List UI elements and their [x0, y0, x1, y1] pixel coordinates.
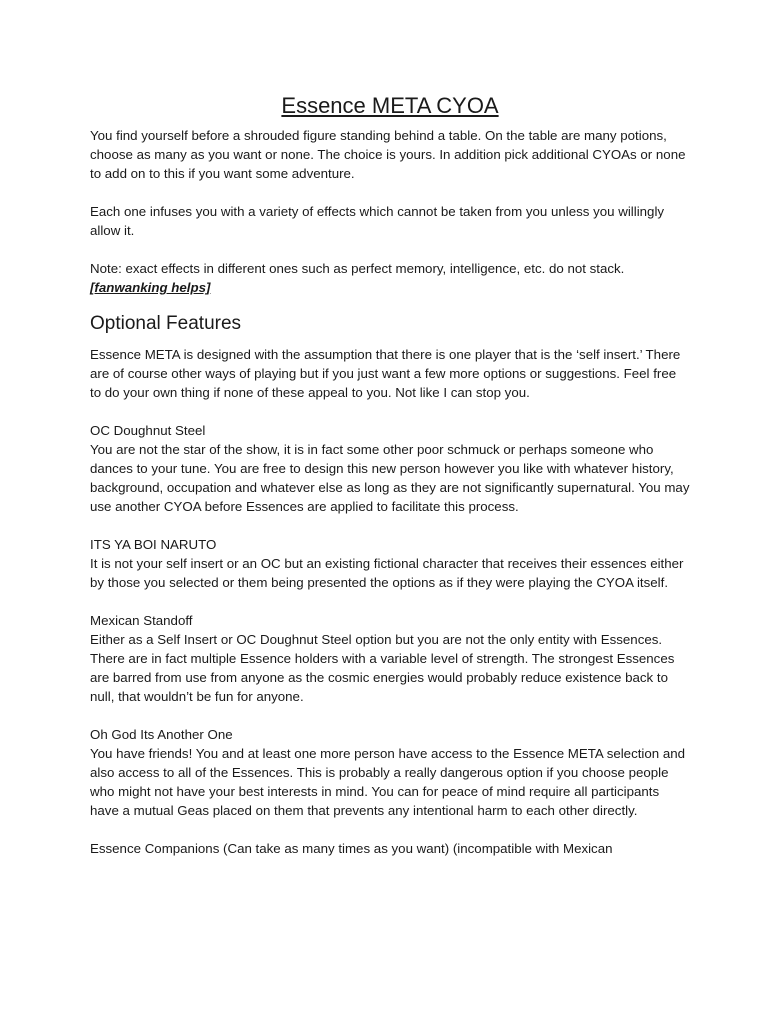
section-intro: Essence META is designed with the assumption that there is one player that is the ‘self insert.’ There are of course other ways of playing but if you just want a few more options or suggestions. Feel free to do your own thing if none of these appeal to you. Not like I can stop you. [90, 347, 681, 400]
option-title: ITS YA BOI NARUTO [90, 537, 217, 552]
trailing-line: Essence Companions (Can take as many times as you want) (incompatible with Mexican [90, 841, 613, 856]
intro-paragraph: Each one infuses you with a variety of effects which cannot be taken from you unless you willingly allow it. [90, 204, 665, 238]
option-body: Either as a Self Insert or OC Doughnut Steel option but you are not the only entity with Essences. There are in fact multiple Essence holders with a variable level of strength. The strongest Essences are barred from use from anyone as the cosmic energies would probably reduce existence back to null, that wouldn’t be fun for anyone. [90, 632, 675, 704]
option-block [90, 421, 690, 516]
option-title: Mexican Standoff [90, 613, 193, 628]
spacer [90, 240, 690, 259]
option-title: OC Doughnut Steel [90, 423, 206, 438]
option-block [90, 725, 690, 820]
section-heading: Optional Features [90, 313, 242, 334]
option-block [90, 535, 690, 592]
spacer [90, 183, 690, 202]
option-body: You have friends! You and at least one more person have access to the Essence META selection and also access to all of the Essences. This is probably a really dangerous option if you choose people who might not have your best interests in mind. You can for peace of mind require all participants have a mutual Geas placed on them that prevents any intentional harm to each other directly. [90, 746, 686, 818]
option-title: Oh God Its Another One [90, 727, 233, 742]
option-body: It is not your self insert or an OC but an existing fictional character that receives their essences either by those you selected or them being presented the options as if they were playing the CYOA itself. [90, 556, 684, 590]
option-block [90, 839, 690, 858]
document-page [90, 92, 690, 858]
document-title: Essence META CYOA [281, 93, 499, 118]
intro-paragraph: You find yourself before a shrouded figure standing behind a table. On the table are many potions, choose as many as you want or none. The choice is yours. In addition pick additional CYOAs or none to add on to this if you want some adventure. [90, 128, 686, 181]
option-body: You are not the star of the show, it is in fact some other poor schmuck or perhaps someone who dances to your tune. You are free to design this new person however you like with whatever history, background, occupation and whatever else as long as they are not significantly supernatural. You may use another CYOA before Essences are applied to facilitate this process. [90, 442, 690, 514]
fanwanking-link[interactable]: [fanwanking helps] [90, 280, 211, 295]
note-paragraph: Note: exact effects in different ones such as perfect memory, intelligence, etc. do not stack. [90, 261, 625, 276]
option-block [90, 611, 690, 706]
